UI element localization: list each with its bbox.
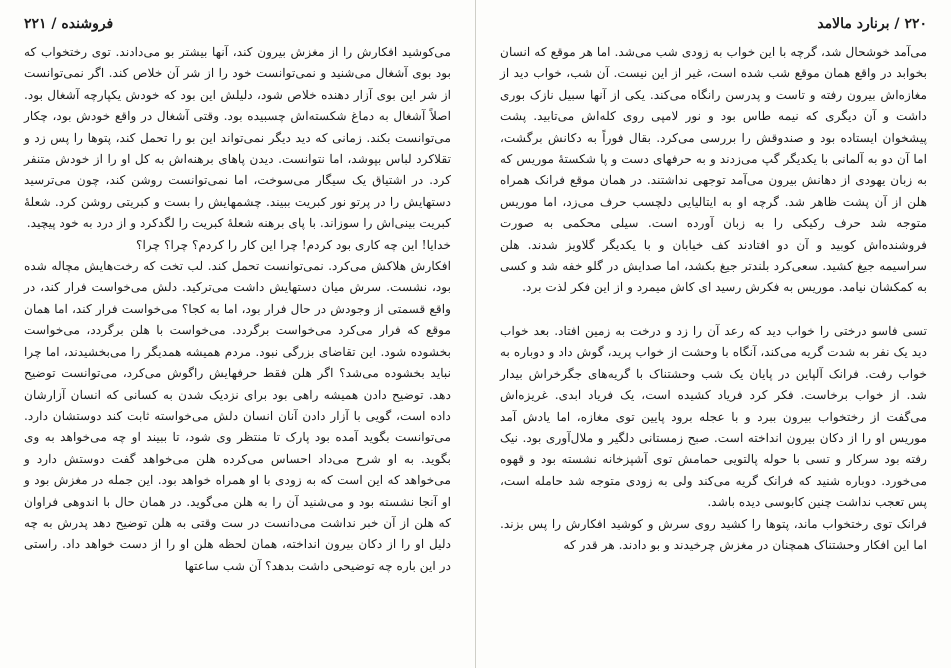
left-paragraph-1: می‌کوشید افکارش را از مغزش بیرون کند، آنها بیشتر بو می‌دادند. توی رختخواب که بود بوی آشغال می‌شنید و نمی‌توانست خود را از شر آن خلاص کند. اگر نمی‌توانست از شر این بوی آزار دهنده خلاص شود، دلیلش این بود که خودش یکپارچه آشغال بود. اصلاً آشغال به دماغ شکسته‌اش چسبیده بود. وقتی آشغال در واقع خودش بود، چکار می‌توانست بکند. زمانی که دید دیگر نمی‌تواند این بو را تحمل کند، پتوها را پس زد و تقلاکرد لباس بپوشد، اما نتوانست. دیدن پاهای برهنه‌اش به کل او را از خودش متنفر کرد. در اشتیاق یک سیگار می‌سوخت، اما نمی‌توانست روشن کند، چون می‌ترسید دستهایش را در پرتو نور کبریت ببیند. چشمهایش را بست و کبریتی روشن کرد. شعلهٔ کبریت بینی‌اش را سوزاند. با پای برهنه شعلهٔ کبریت را لگدکرد و از درد به خود پیچید. bbox=[24, 45, 451, 231]
right-paragraph-2: تسی فاسو درختی را خواب دید که رعد آن را زد و درخت به زمین افتاد. بعد خواب دید یک نفر به شدت گریه می‌کند، آنگاه با وحشت از خواب پرید، گوش داد و دوباره به خواب رفت. فرانک آلپاین در پایان یک شب وحشتناک با گریه‌های جگرخراش بیدار شد. از خواب برخاست. فکر کرد فریاد کشیده است، یک فریاد ابدی. غریزه‌اش می‌گفت از رختخواب بیرون ببرد و با عجله برود پایین توی مغازه، اما یادش آمد موریس او را از دکان بیرون انداخته است. صبح زمستانی دلگیر و ملال‌آوری بود. نیک رفته بود سرکار و تسی با حوله پالتویی حمامش توی آشپزخانه نشسته بود و قهوه می‌خورد. دوباره شنید که فرانک گریه می‌کند ولی به زودی متوجه شد حامله است، پس تعجب نداشت چنین کابوسی دیده باشد. bbox=[500, 323, 927, 510]
section-gap bbox=[500, 299, 927, 321]
right-page-header bbox=[500, 14, 927, 36]
left-page-header bbox=[24, 14, 451, 36]
left-page-header-text: فروشنده / ۲۲۱ bbox=[24, 16, 114, 32]
right-paragraph-3: فرانک توی رختخواب ماند، پتوها را کشید روی سرش و کوشید افکارش را پس بزند. اما این افکار وحشتناک همچنان در مغزش چرخیدند و بو دادند. هر قدر که bbox=[500, 516, 927, 552]
left-page bbox=[0, 0, 475, 668]
right-page bbox=[476, 0, 951, 668]
right-page-header-text: ۲۲۰ / برنارد مالامد bbox=[817, 16, 927, 32]
left-page-body bbox=[24, 42, 451, 577]
left-paragraph-2: خدایا! این چه کاری بود کردم! چرا این کار را کردم؟ چرا؟ چرا؟ bbox=[136, 237, 451, 252]
right-paragraph-1: می‌آمد خوشحال شد، گرچه با این خواب به زودی شب می‌شد. اما هر موقع که انسان بخوابد در واقع همان موقع شب شده است، غیر از این نیست. آن شب، خواب دید از مغازه‌اش بیرون رفته و تاست و پدرسن رانگاه می‌کند. یکی از آنها سبیل نازک بوری داشت و آن دیگری که نیمه طاس بود و نور لامپی روی کله‌اش می‌تابید. پشت پیشخوان ایستاده بود و صندوقش را بررسی می‌کرد. بقال فوراً به دکانش برگشت، اما آن دو به آلمانی با یکدیگر گپ می‌زدند و به حرفهای دست و پا شکستهٔ موریس که به زبان یهودی از دهانش بیرون می‌آمد توجهی نداشتند. در همان موقع فرانک همراه هلن از آن پشت ظاهر شد. گرچه او به ایتالیایی دلچسب حرف می‌زد، اما موریس متوجه شد حرف رکیکی را به زبان آورده است. سیلی محکمی به صورت فروشنده‌اش کوبید و آن دو افتادند کف خیابان و با یکدیگر گلاویز شدند. هلن سراسیمه جیغ کشید. سعی‌کرد بلندتر جیغ بکشد، اما صدایش در گلو خفه شد و کسی به کمکشان نیامد. موریس به فکرش رسید ای کاش میمرد و از این فکر لذت برد. bbox=[500, 45, 927, 295]
right-page-body bbox=[500, 42, 927, 556]
left-paragraph-3: افکارش هلاکش می‌کرد. نمی‌توانست تحمل کند. لب تخت که رخت‌هایش مچاله شده بود، نشست. سرش میان دستهایش داشت می‌ترکید. دلش می‌خواست فرار کند، در واقع قسمتی از وجودش در حال فرار بود، اما به کجا؟ می‌خواست فرار کند، اما همان موقع که فرار می‌کرد می‌خواست برگردد. می‌خواست با هلن برگردد، می‌خواست بخشوده شود. این تقاضای بزرگی نبود. مردم همیشه همدیگر را می‌بخشیدند، اما چرا نباید بخشوده می‌شد؟ اگر هلن فقط حرفهایش راگوش می‌کرد، می‌توانست توضیح دهد. توضیح دادن همیشه راهی بود برای نزدیک شدن به کسانی که انسان آزارشان داده است، گویی با آزار دادن آنان انسان دلش می‌خواسته ثابت کند دوستشان دارد. می‌توانست بگوید آمده بود پارک تا منتظر وی شود، تا ببیند او چه می‌خواهد به وی بگوید. به او شرح می‌داد احساس می‌کرده هلن می‌خواهد گفت دوستش دارد و می‌خواهد که این است که به زودی با او همراه خواهد بود. این جمله در مغزش بود و او آنجا نشسته بود و می‌شنید آن را به هلن می‌گوید. در همان حال با اندوهی فراوان که هلن از آن خبر نداشت می‌دانست در ست وقتی به هلن توضیح دهد پدرش به چه دلیل او را از دکان بیرون انداخته، همان لحظه هلن او را از دست خواهد داد. راستی در این باره چه توضیحی داشت بدهد؟ آن شب ساعتها bbox=[24, 259, 451, 573]
